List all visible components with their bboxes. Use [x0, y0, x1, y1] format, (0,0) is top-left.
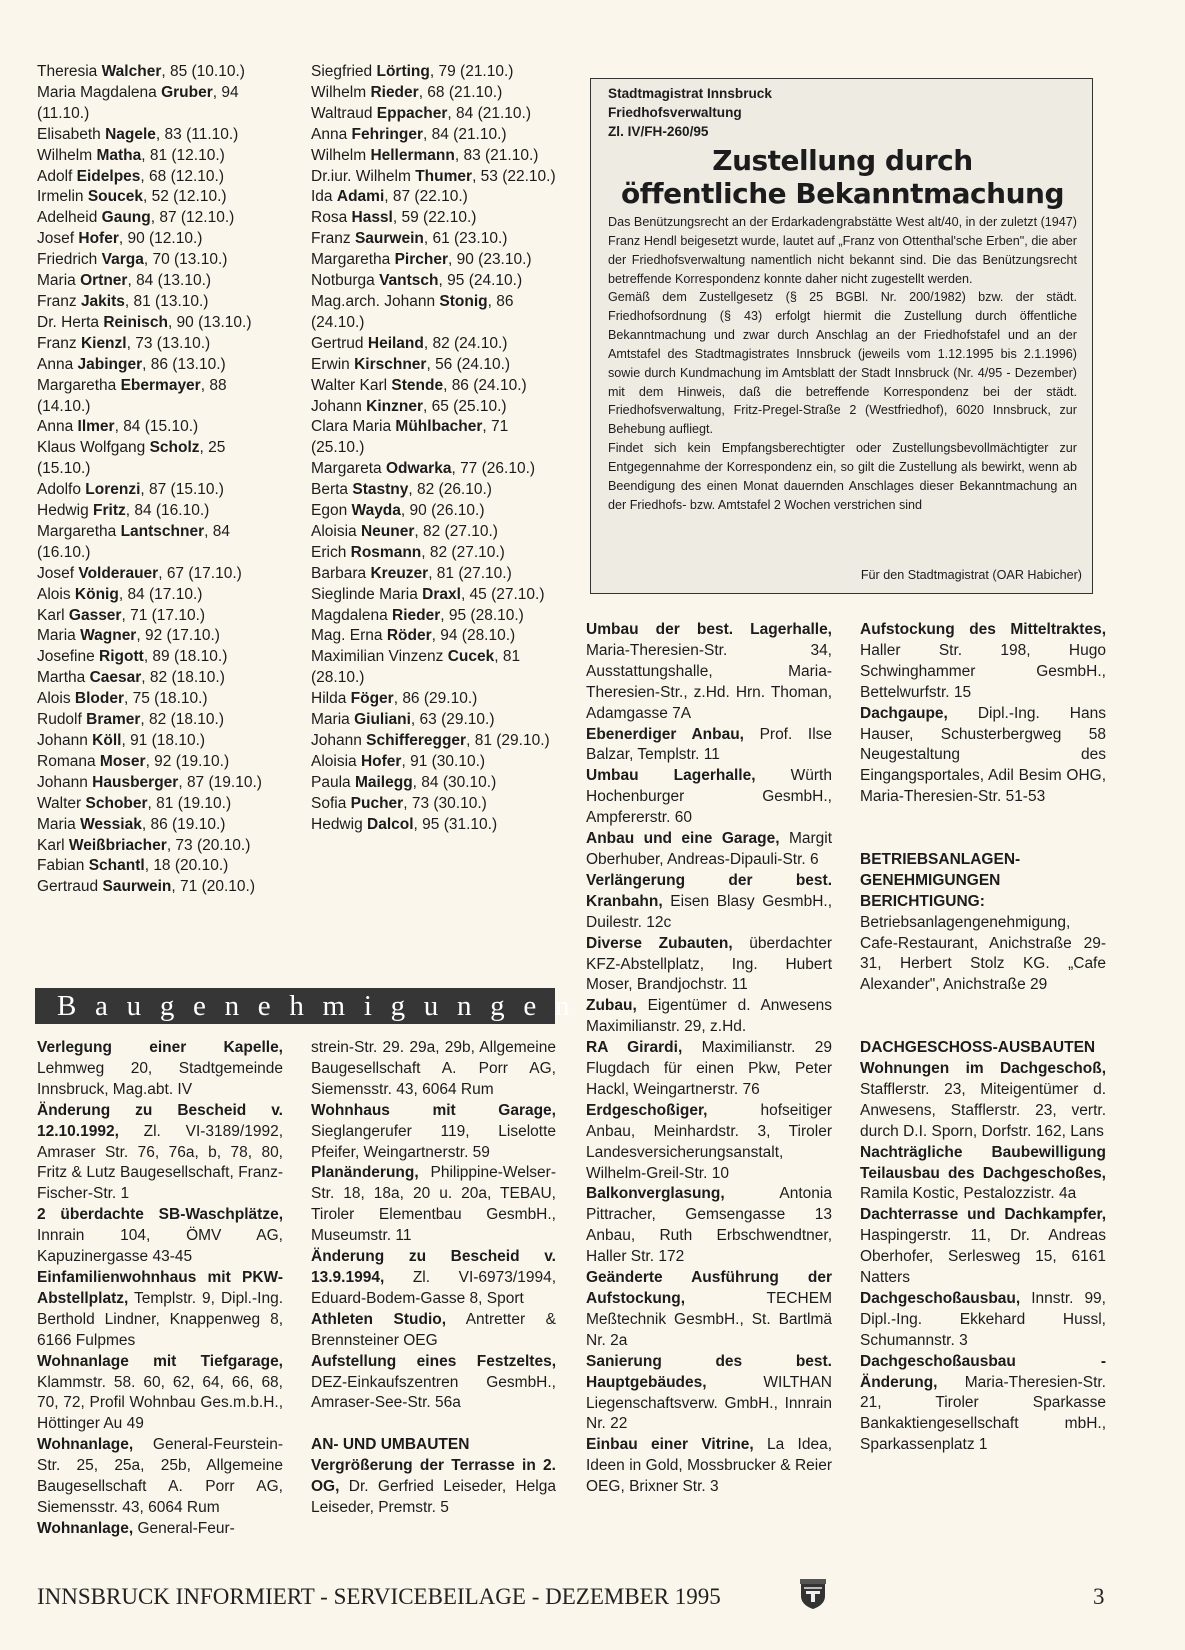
notice-paragraph-2: Gemäß dem Zustellgesetz (§ 25 BGBl. Nr. 200/1982) bzw. der städt. Friedhofsordnung (§ 43) erfolgt hiermit die Zustellung durch öffentliche Bekanntmachung und zwar durch Anschlag an der Friedhofstafel und an der Amtstafel des Stadtmagistrates Innsbruck (jeweils vom 1.12.1995 bis 2.1.1996) sowie durch Kundmachung im Amtsblatt der Stadt Innsbruck (Nr. 4/95 - Dezember) mit dem Hinweis, daß die betreffende Korrespondenz bei der städt. Friedhofsverwaltung, Fritz-Pregel-Straße 2 (Westfriedhof), 6020 Innsbruck, zur Behebung aufliegt.	[608, 290, 1077, 437]
obituary-entry: Karl Gasser, 71 (17.10.)	[37, 606, 206, 624]
obituary-entry: Maximilian Vinzenz Cucek, 81 (28.10.)	[311, 648, 521, 687]
obituary-entry: Notburga Vantsch, 95 (24.10.)	[311, 272, 523, 290]
obituary-entry: Aloisia Neuner, 82 (27.10.)	[311, 522, 498, 540]
obituary-entry: Magdalena Rieder, 95 (28.10.)	[311, 606, 524, 624]
dachgeschoss-list	[860, 1059, 1106, 1456]
obituary-entry: Adolf Eidelpes, 68 (12.10.)	[37, 167, 224, 185]
permit-entry: Dachterrasse und Dachkampfer, Haspingerstr. 11, Dr. Andreas Oberhofer, Serlesweg 15, 6161 Natters	[860, 1206, 1106, 1287]
permit-entry: Aufstellung eines Festzeltes, DEZ-Einkaufszentren GesmbH., Amraser-See-Str. 56a	[311, 1352, 556, 1412]
obituary-entry: Klaus Wolfgang Scholz, 25 (15.10.)	[37, 439, 226, 478]
obituary-entry: Maria Wagner, 92 (17.10.)	[37, 627, 220, 645]
obituary-entry: Franz Saurwein, 61 (23.10.)	[311, 230, 508, 248]
obituary-entry: Walter Karl Stende, 86 (24.10.)	[311, 376, 527, 394]
obituary-entry: Hedwig Dalcol, 95 (31.10.)	[311, 815, 498, 833]
obituary-entry: Egon Wayda, 90 (26.10.)	[311, 502, 485, 520]
obituary-entry: Maria Magdalena Gruber, 94 (11.10.)	[37, 83, 239, 122]
notice-reference: Zl. IV/FH-260/95	[608, 124, 709, 139]
obituary-entry: Clara Maria Mühlbacher, 71 (25.10.)	[311, 418, 509, 457]
page-number: 3	[1093, 1584, 1105, 1609]
obituary-entry: Sofia Pucher, 73 (30.10.)	[311, 794, 487, 812]
obituary-entry: Siegfried Lörting, 79 (21.10.)	[311, 63, 514, 80]
obituary-entry: Margaretha Ebermayer, 88 (14.10.)	[37, 376, 227, 415]
permits-column-2	[311, 1038, 556, 1519]
obituary-entry: Josefine Rigott, 89 (18.10.)	[37, 648, 228, 666]
obituary-entry: Alois König, 84 (17.10.)	[37, 585, 203, 603]
obituary-entry: Sieglinde Maria Draxl, 45 (27.10.)	[311, 585, 545, 603]
permits-column-3	[586, 620, 832, 1498]
permit-entry: Sanierung des best. Hauptgebäudes, WILTHAN Liegenschaftsverw. GmbH., Innrain Nr. 22	[586, 1352, 832, 1433]
permits-column-2-list	[311, 1038, 556, 1414]
notice-title	[608, 144, 1077, 210]
obituary-entry: Fabian Schantl, 18 (20.10.)	[37, 857, 229, 875]
permit-entry: Dachgaupe, Dipl.-Ing. Hans Hauser, Schusterbergweg 58 Neugestaltung des Eingangsportales, Adil Besim OHG, Maria-Theresien-Str. 51-53	[860, 704, 1106, 806]
obituary-entry: Anna Jabinger, 86 (13.10.)	[37, 355, 226, 373]
permit-entry: Wohnanlage, General-Feurstein-Str. 25, 25a, 25b, Allgemeine Baugesellschaft A. Porr AG, Siemensstr. 43, 6064 Rum	[37, 1436, 283, 1516]
permit-entry: Diverse Zubauten, überdachter KFZ-Abstellplatz, Ing. Hubert Moser, Brandjochstr. 11	[586, 934, 832, 994]
permit-entry: Umbau der best. Lagerhalle, Maria-Theresien-Str. 34, Ausstattungshalle, Maria-Theresien-Str., z.Hd. Hrn. Thoman, Adamgasse 7A	[586, 621, 832, 722]
obituary-column-2	[311, 62, 556, 836]
permit-entry: Balkonverglasung, Antonia Pittracher, Gemsengasse 13 Anbau, Ruth Erbschwendtner, Haller Str. 172	[586, 1185, 832, 1266]
permit-entry: Anbau und eine Garage, Margit Oberhuber, Andreas-Dipauli-Str. 6	[586, 830, 833, 868]
obituary-entry: Johann Kinzner, 65 (25.10.)	[311, 397, 507, 415]
obituary-entry: Anna Fehringer, 84 (21.10.)	[311, 125, 507, 143]
notice-paragraph-3: Findet sich kein Empfangsberechtigter oder Zustellungsbevollmächtigter zur Entgegennahme der Korrespondenz ein, so gilt die Zustellung als bewirkt, wenn ab Beendigung des einen Monat dauernden Anschlages dieser Bekanntmachung an der Friedhofs- bzw. Amtstafel 2 Wochen verstrichen sind	[608, 441, 1077, 512]
obituary-entry: Adelheid Gaung, 87 (12.10.)	[37, 209, 235, 227]
obituary-entry: Mag.arch. Johann Stonig, 86 (24.10.)	[311, 292, 514, 331]
obituary-entry: Ida Adami, 87 (22.10.)	[311, 188, 468, 206]
obituary-entry: Margareta Odwarka, 77 (26.10.)	[311, 460, 536, 478]
innsbruck-coat-of-arms-icon	[798, 1578, 828, 1610]
permit-entry: Verlegung einer Kapelle, Lehmweg 20, Stadtgemeinde Innsbruck, Mag.abt. IV	[37, 1039, 283, 1098]
obituary-entry: Margaretha Pircher, 90 (23.10.)	[311, 251, 532, 269]
obituary-entry: Aloisia Hofer, 91 (30.10.)	[311, 752, 486, 770]
subheading-dachgeschoss: DACHGESCHOSS-AUSBAUTEN	[860, 1039, 1096, 1057]
notice-signature: Für den Stadtmagistrat (OAR Habicher)	[860, 568, 1082, 582]
obituary-entry: Berta Stastny, 82 (26.10.)	[311, 481, 492, 499]
obituary-entry: Gertrud Heiland, 82 (24.10.)	[311, 334, 508, 352]
permit-entry: Dachgeschoßausbau - Änderung, Maria-Theresien-Str. 21, Tiroler Sparkasse Bankaktiengesellschaft mbH., Sparkassenplatz 1	[860, 1352, 1106, 1454]
notice-department: Friedhofsverwaltung	[608, 105, 742, 120]
permit-entry: Einbau einer Vitrine, La Idea, Ideen in Gold, Mossbrucker & Reier OEG, Brixner Str. 3	[586, 1436, 833, 1496]
section-heading-baugenehmigungen: Baugenehmigungen	[35, 988, 555, 1024]
permit-entry: Änderung zu Bescheid v. 13.9.1994, Zl. VI-6973/1994, Eduard-Bodem-Gasse 8, Sport	[311, 1248, 556, 1307]
obituary-entry: Friedrich Varga, 70 (13.10.)	[37, 251, 228, 269]
permit-entry: Umbau Lagerhalle, Würth Hochenburger GesmbH., Ampfererstr. 60	[586, 767, 832, 827]
permit-entry: Dachgeschoßausbau, Innstr. 99, Dipl.-Ing. Ekkehard Hussl, Schumannstr. 3	[860, 1289, 1106, 1349]
obituary-entry: Maria Wessiak, 86 (19.10.)	[37, 815, 226, 833]
notice-authority: Stadtmagistrat Innsbruck	[608, 86, 772, 101]
permit-entry: Erdgeschoßiger, hofseitiger Anbau, Meinhardstr. 3, Tiroler Landesversicherungsanstalt, Wilhelm-Greil-Str. 10	[586, 1101, 832, 1182]
obituary-entry: Wilhelm Matha, 81 (12.10.)	[37, 146, 225, 164]
permits-column-4	[860, 620, 1106, 1456]
obituary-entry: Anna Ilmer, 84 (15.10.)	[37, 418, 199, 436]
obituary-entry: Theresia Walcher, 85 (10.10.)	[37, 63, 245, 80]
subheading-an-und-umbauten: AN- UND UMBAUTEN	[311, 1436, 470, 1454]
subheading-betriebsanlagen: BETRIEBSANLAGEN-GENEHMIGUNGEN	[860, 850, 1021, 889]
obituary-entry: Wilhelm Hellermann, 83 (21.10.)	[311, 146, 539, 164]
obituary-entry: Johann Köll, 91 (18.10.)	[37, 732, 206, 749]
permit-entry: Wohnanlage mit Tiefgarage, Klammstr. 58. 60, 62, 64, 66, 68, 70, 72, Profil Wohnbau Ges.m.b.H., Höttinger Au 49	[37, 1352, 283, 1433]
permit-entry: Planänderung, Philippine-Welser-Str. 18, 18a, 20 u. 20a, TEBAU, Tiroler Elementbau GesmbH., Museumstr. 11	[311, 1164, 556, 1245]
obituary-entry: Adolfo Lorenzi, 87 (15.10.)	[37, 481, 224, 499]
permit-entry: Athleten Studio, Antretter & Brennsteiner OEG	[311, 1310, 557, 1349]
permit-entry: Vergrößerung der Terrasse in 2. OG, Dr. Gerfried Leiseder, Helga Leiseder, Premstr. 5	[311, 1457, 556, 1516]
obituary-entry: Dr.iur. Wilhelm Thumer, 53 (22.10.)	[311, 167, 556, 185]
obituary-entry: Dr. Herta Reinisch, 90 (13.10.)	[37, 313, 252, 331]
notice-title-line-1: Zustellung durch	[712, 144, 973, 177]
permit-entry: Wohnungen im Dachgeschoß, Stafflerstr. 23, Miteigentümer d. Anwesens, Stafflerstr. 23, vertr. durch D.I. Sporn, Dorfstr. 162, Lans	[860, 1059, 1106, 1140]
permit-entry: Verlängerung der best. Kranbahn, Eisen Blasy GesmbH., Duilestr. 12c	[586, 871, 832, 931]
obituary-entry: Gertraud Saurwein, 71 (20.10.)	[37, 878, 255, 896]
permits-column-4-list	[860, 620, 1106, 808]
permit-entry: Änderung zu Bescheid v. 12.10.1992, Zl. VI-3189/1992, Amraser Str. 76, 76a, b, 78, 80, Fritz & Lutz Baugesellschaft, Franz-Fischer-Str. 1	[37, 1101, 283, 1203]
obituary-entry: Margaretha Lantschner, 84 (16.10.)	[37, 522, 230, 561]
permit-entry: Geänderte Ausführung der Aufstockung, TECHEM Meßtechnik GesmbH., St. Bartlmä Nr. 2a	[586, 1269, 832, 1349]
obituary-entry: Erwin Kirschner, 56 (24.10.)	[311, 355, 511, 373]
obituary-entry: Romana Moser, 92 (19.10.)	[37, 752, 230, 770]
umbauten-list	[311, 1456, 556, 1519]
obituary-entry: Rudolf Bramer, 82 (18.10.)	[37, 711, 224, 729]
obituary-entry: Irmelin Soucek, 52 (12.10.)	[37, 188, 227, 206]
obituary-entry: Josef Volderauer, 67 (17.10.)	[37, 564, 242, 582]
obituary-entry: Hilda Föger, 86 (29.10.)	[311, 690, 478, 708]
permit-entry: strein-Str. 29. 29a, 29b, Allgemeine Baugesellschaft A. Porr AG, Siemensstr. 43, 6064 Rum	[311, 1039, 556, 1098]
obituary-entry: Walter Schober, 81 (19.10.)	[37, 794, 232, 812]
obituary-entry: Rosa Hassl, 59 (22.10.)	[311, 209, 477, 227]
permit-entry: Wohnhaus mit Garage, Sieglangerufer 119, Liselotte Pfeifer, Weingartnerstr. 59	[311, 1101, 556, 1161]
notice-paragraph-1: Das Benützungsrecht an der Erdarkadengrabstätte West alt/40, in der zuletzt (1947) Franz Hendl beigesetzt wurde, lautet auf „Franz von Ottenthal'sche Erben", die aber der Friedhofsverwaltung namentlich nicht bekannt sind. Die das Benützungsrecht betreffende Korrespondenz konnte daher nicht zugestellt werden.	[608, 215, 1077, 286]
permit-entry: RA Girardi, Maximilianstr. 29 Flugdach für einen Pkw, Peter Hackl, Weingartnerstr. 76	[586, 1039, 833, 1098]
permits-column-1	[37, 1038, 283, 1540]
permit-entry: Einfamilienwohnhaus mit PKW-Abstellplatz, Templstr. 9, Dipl.-Ing. Berthold Lindner, Knappenweg 8, 6166 Fulpmes	[37, 1268, 283, 1349]
footer-publication-line: INNSBRUCK INFORMIERT - SERVICEBEILAGE - DEZEMBER 1995	[37, 1584, 721, 1609]
obituary-entry: Maria Giuliani, 63 (29.10.)	[311, 711, 495, 729]
obituary-entry: Waltraud Eppacher, 84 (21.10.)	[311, 104, 531, 122]
permit-entry: 2 überdachte SB-Waschplätze, Innrain 104, ÖMV AG, Kapuzinergasse 43-45	[37, 1206, 283, 1266]
obituary-entry: Alois Bloder, 75 (18.10.)	[37, 690, 208, 708]
obituary-entry: Wilhelm Rieder, 68 (21.10.)	[311, 83, 503, 101]
obituary-entry: Hedwig Fritz, 84 (16.10.)	[37, 502, 210, 520]
obituary-entry: Johann Hausberger, 87 (19.10.)	[37, 773, 262, 791]
obituary-column-1	[37, 62, 283, 898]
obituary-entry: Paula Mailegg, 84 (30.10.)	[311, 773, 497, 791]
obituary-entry: Maria Ortner, 84 (13.10.)	[37, 272, 212, 290]
betrieb-entry: BERICHTIGUNG: Betriebsanlagengenehmigung, Cafe-Restaurant, Anichstraße 29-31, Herbert Stolz KG. „Cafe Alexander", Anichstraße 29	[860, 892, 1106, 994]
obituary-entry: Mag. Erna Röder, 94 (28.10.)	[311, 627, 516, 645]
obituary-entry: Johann Schifferegger, 81 (29.10.)	[311, 732, 550, 749]
obituary-entry: Franz Jakits, 81 (13.10.)	[37, 292, 209, 310]
obituary-entry: Karl Weißbriacher, 73 (20.10.)	[37, 836, 251, 854]
permit-entry: Zubau, Eigentümer d. Anwesens Maximilianstr. 29, z.Hd.	[586, 997, 832, 1036]
permit-entry: Aufstockung des Mitteltraktes, Haller Str. 198, Hugo Schwinghammer GesmbH., Bettelwurfstr. 15	[860, 621, 1106, 701]
permit-entry: Wohnanlage, General-Feur-	[37, 1519, 235, 1537]
obituary-entry: Josef Hofer, 90 (12.10.)	[37, 230, 203, 248]
notice-title-line-2: öffentliche Bekanntmachung	[621, 177, 1064, 210]
obituary-entry: Elisabeth Nagele, 83 (11.10.)	[37, 125, 239, 143]
obituary-entry: Barbara Kreuzer, 81 (27.10.)	[311, 564, 512, 582]
permit-entry: Nachträgliche Baubewilligung Teilausbau des Dachgeschoßes, Ramila Kostic, Pestalozzistr. 4a	[860, 1143, 1106, 1203]
public-notice-box	[590, 78, 1093, 594]
obituary-entry: Franz Kienzl, 73 (13.10.)	[37, 334, 211, 352]
obituary-entry: Martha Caesar, 82 (18.10.)	[37, 669, 225, 687]
permit-entry: Ebenerdiger Anbau, Prof. Ilse Balzar, Templstr. 11	[586, 725, 833, 764]
obituary-entry: Erich Rosmann, 82 (27.10.)	[311, 543, 505, 561]
